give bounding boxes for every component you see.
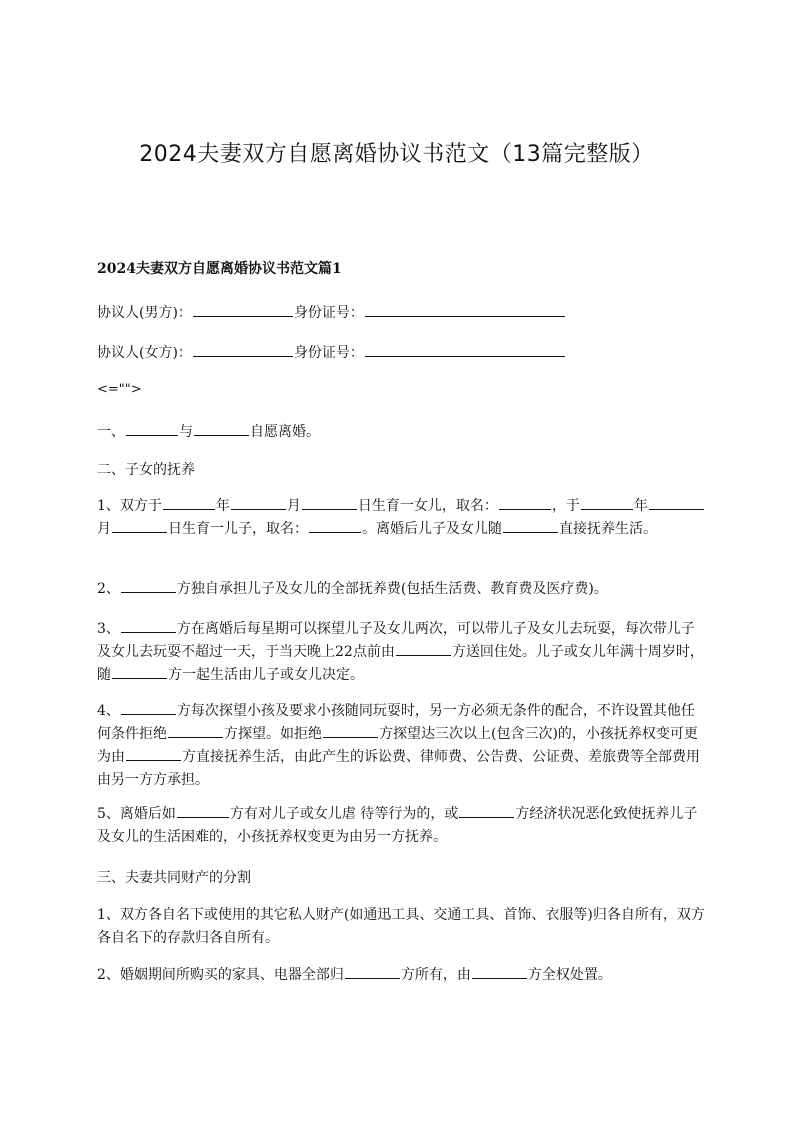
property-para-1: 1、双方各自名下或使用的其它私人财产(如通迅工具、交通工具、首饰、衣服等)归各自所有，双方各自名下的存款归各自所有。 (97, 907, 705, 946)
blank (231, 508, 286, 510)
custody-para-2: 2、 方独自承担儿子及女儿的全部抚养费(包括生活费、教育费及医疗费)。 (97, 581, 608, 597)
custody-para-5: 5、离婚后如 方有对儿子或女儿虐 待等行为的，或 方经济状况恶化致使抚养儿子及女儿的生活困难的，小孩抚养权变更为由另一方抚养。 (97, 806, 698, 845)
id-label: 身份证号： (293, 305, 364, 321)
blank (396, 654, 451, 656)
party-female-line (97, 342, 707, 365)
markup-artifact: <=""> (97, 382, 142, 397)
blank (126, 759, 181, 761)
blank (581, 508, 633, 510)
blank (121, 591, 176, 593)
blank (168, 736, 223, 738)
blank (163, 508, 215, 510)
blank (472, 977, 527, 979)
heading-child-custody: 二、子女的抚养 (97, 462, 195, 478)
clause-1: 一、 与 自愿离婚。 (97, 424, 320, 440)
blank (503, 531, 558, 533)
blank (177, 816, 229, 818)
custody-para-1: 1、双方于 年 月 日生育一女儿，取名： ，于 年月 日生育一儿子，取名： 。离婚后儿子及女儿随 直接抚养生活。 (97, 495, 707, 541)
custody-para-4: 4、 方每次探望小孩及要求小孩随同玩耍时，另一方必须无条件的配合，不许设置其他任何条件拒绝 方探望。如拒绝 方探望达三次以上(包含三次)的，小孩抚养权变可更为由 方直接抚养生活，由此产生的诉讼费、律师费、公告费、公证费、差旅费等全部费用由另一方方承担。 (97, 703, 700, 788)
custody-para-3: 3、 方在离婚后每星期可以探望儿子及女儿两次，可以带儿子及女儿去玩耍，每次带儿子及女儿去玩耍不超过一天，于当天晚上22点前由 方送回住处。儿子或女儿年满十周岁时，随 方一起生活由儿子或女儿决定。 (97, 621, 704, 683)
party-female-label: 协议人(女方)： (97, 345, 192, 361)
party-male-line (97, 302, 707, 325)
blank (121, 631, 176, 633)
party-b-blank (194, 434, 249, 436)
blank (302, 508, 357, 510)
blank (459, 816, 514, 818)
blank (649, 508, 704, 510)
party-male-label: 协议人(男方)： (97, 305, 192, 321)
blank (345, 977, 400, 979)
blank (112, 677, 167, 679)
party-a-blank (126, 434, 178, 436)
section-heading: 2024夫妻双方自愿离婚协议书范文篇1 (97, 261, 342, 277)
blank (112, 531, 167, 533)
blank (323, 736, 378, 738)
document-title: 2024夫妻双方自愿离婚协议书范文（13篇完整版） (139, 142, 654, 167)
female-id-blank (365, 355, 565, 357)
property-para-2: 2、婚姻期间所购买的家具、电器全部归 方所有，由 方全权处置。 (97, 967, 612, 983)
blank (121, 713, 176, 715)
heading-property: 三、夫妻共同财产的分割 (97, 870, 251, 886)
id-label: 身份证号： (293, 345, 364, 361)
blank (309, 531, 361, 533)
male-id-blank (365, 315, 565, 317)
female-name-blank (193, 355, 293, 357)
male-name-blank (193, 315, 293, 317)
blank (499, 508, 551, 510)
